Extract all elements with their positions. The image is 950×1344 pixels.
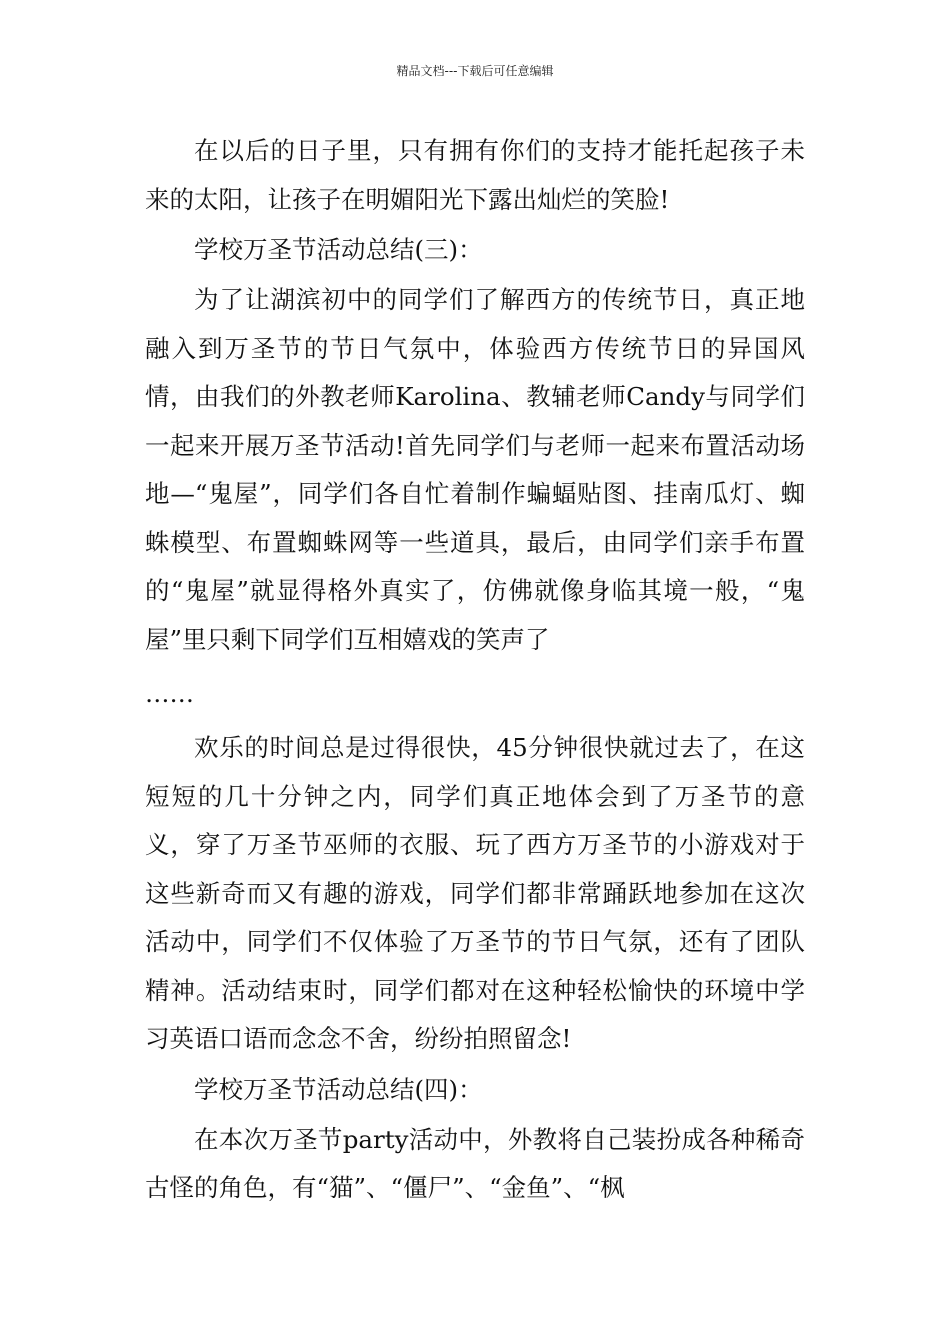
section-heading-4: 学校万圣节活动总结(四)： [194, 1074, 483, 1104]
paragraph-ellipsis: …… [145, 679, 194, 708]
section-heading-3: 学校万圣节活动总结(三)： [194, 235, 483, 264]
paragraph-section-3-intro-text: 为了让湖滨初中的同学们了解西方的传统节日，真正地融入到万圣节的节日气氛中，体验西方传统节日的异国风情，由我们的外教老师Karolina、教辅老师Candy与同学们一起来开展万圣节活动!首先同学们与老师一起来布置活动场地—“鬼屋”，同学们各自忙着制作蝙蝠贴图、挂南瓜灯、蜘蛛模型、布置蜘蛛网等一些道具，最后，由同学们亲手布置的“鬼屋”就显得格外真实了，仿佛就像身临其境一般，“鬼屋”里只剩下同学们互相嬉戏的笑声了 [145, 285, 805, 654]
paragraph-closing: 在以后的日子里，只有拥有你们的支持才能托起孩子未来的太阳，让孩子在明媚阳光下露出灿烂的笑脸! [145, 136, 805, 214]
page-header: 精品文档---下载后可任意编辑 [396, 64, 554, 78]
paragraph-section-3-summary: 欢乐的时间总是过得很快，45分钟很快就过去了，在这短短的几十分钟之内，同学们真正地体会到了万圣节的意义，穿了万圣节巫师的衣服、玩了西方万圣节的小游戏对于这些新奇而又有趣的游戏，同学们都非常踊跃地参加在这次活动中，同学们不仅体验了万圣节的节日气氛，还有了团队精神。活动结束时，同学们都对在这种轻松愉快的环境中学习英语口语而念念不舍，纷纷拍照留念! [145, 733, 805, 1053]
document-body [145, 127, 805, 1213]
paragraph-section-4-intro: 在本次万圣节party活动中，外教将自己装扮成各种稀奇古怪的角色，有“猫”、“僵尸”、“金鱼”、“枫 [145, 1124, 805, 1202]
paragraph-section-3-intro [145, 276, 805, 724]
